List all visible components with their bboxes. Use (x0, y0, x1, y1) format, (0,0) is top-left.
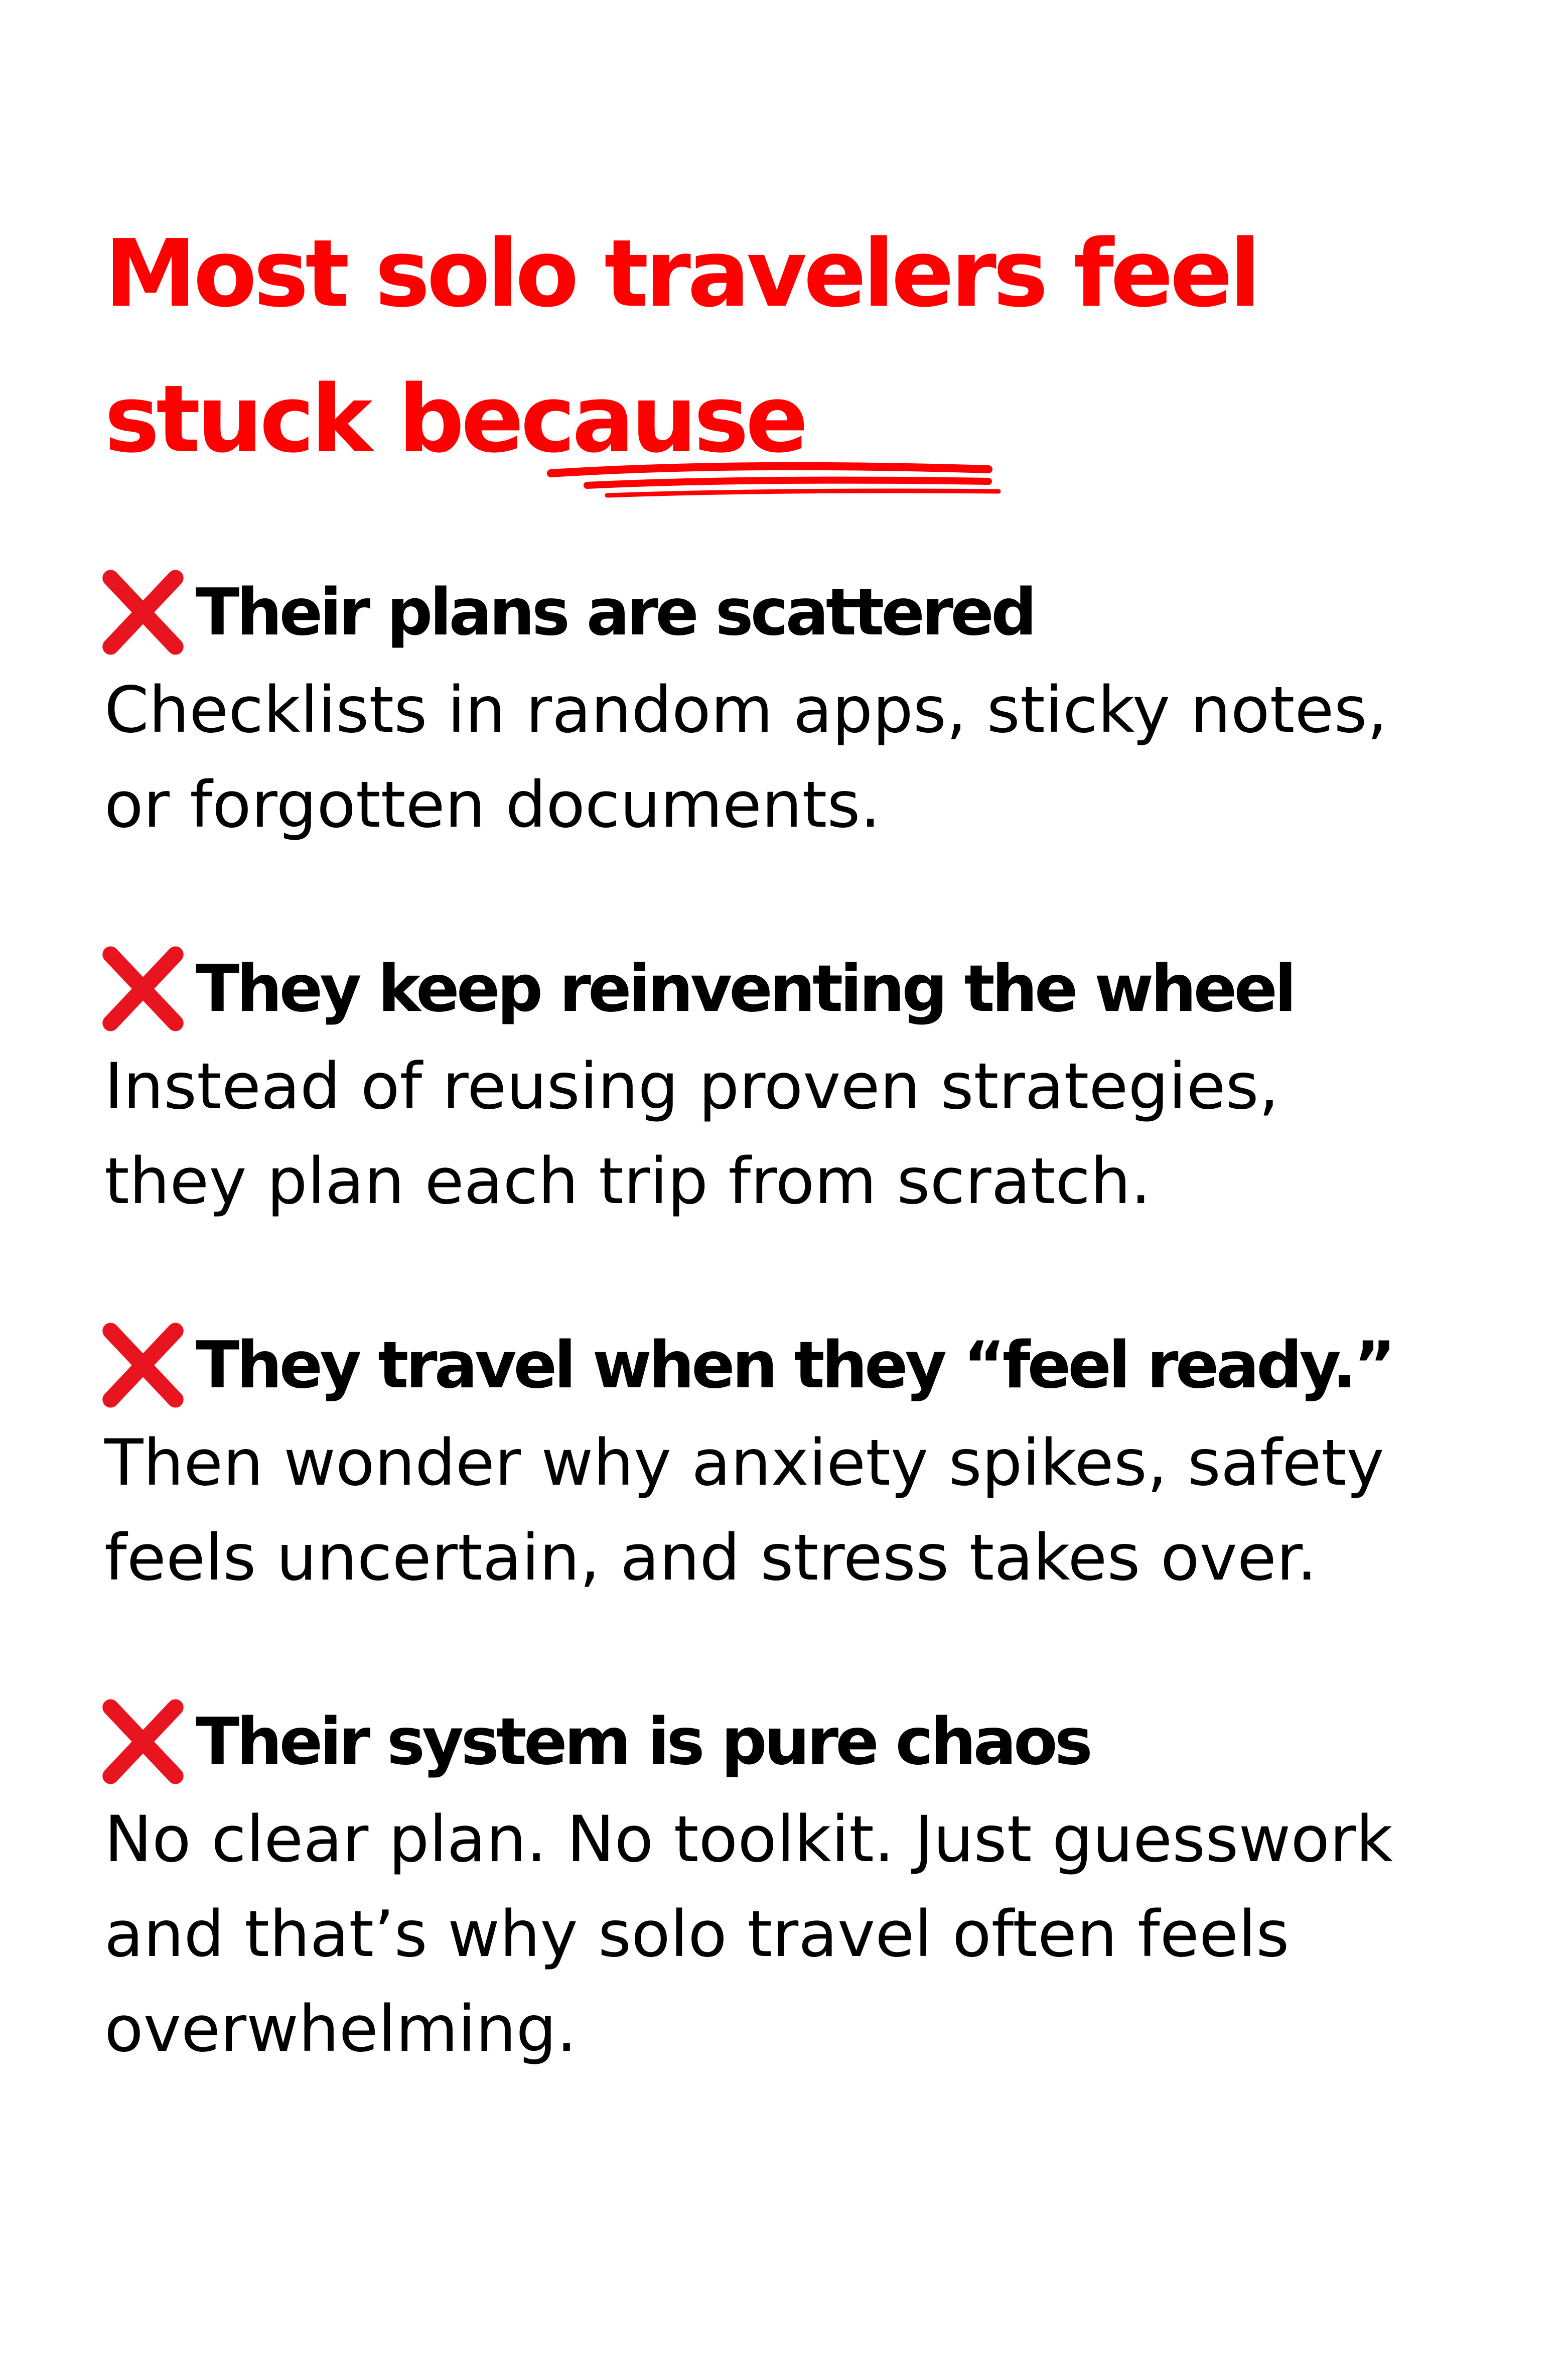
cross-mark-icon (95, 1694, 191, 1789)
reason-description (104, 1039, 1500, 1229)
reason-description (104, 1415, 1500, 1605)
description-line: or forgotten documents. (104, 767, 881, 842)
reason-description (104, 1792, 1500, 2076)
description-line: Then wonder why anxiety spikes, safety (104, 1425, 1384, 1500)
reason-title-row (95, 1315, 1500, 1415)
headline-emphasis: because (398, 365, 805, 473)
reason-title: Their system is pure chaos (196, 1704, 1090, 1779)
reason-description (104, 663, 1500, 852)
reason-title: They keep reinventing the wheel (196, 951, 1294, 1026)
description-line: No clear plan. No toolkit. Just guesswork (104, 1802, 1393, 1876)
description-line: they plan each trip from scratch. (104, 1144, 1151, 1218)
headline-line-1: Most solo travelers feel (104, 219, 1258, 328)
brush-underline-icon (547, 459, 1009, 504)
description-line: and that’s why solo travel often feels (104, 1897, 1290, 1971)
reason-title-row (95, 562, 1500, 663)
reason-item (95, 1691, 1500, 2076)
cross-mark-icon (95, 1318, 191, 1413)
description-line: feels uncertain, and stress takes over. (104, 1520, 1317, 1595)
cross-mark-icon (95, 941, 191, 1036)
description-line: Instead of reusing proven strategies, (104, 1049, 1279, 1123)
headline (104, 201, 1484, 492)
reason-item (95, 562, 1500, 852)
description-line: overwhelming. (104, 1992, 577, 2066)
description-line: Checklists in random apps, sticky notes, (104, 673, 1388, 747)
reason-title: Their plans are scattered (196, 575, 1034, 650)
cross-mark-icon (95, 565, 191, 660)
headline-prefix: stuck (104, 365, 398, 473)
reason-title-row (95, 939, 1500, 1039)
reason-title: They travel when they “feel ready.” (196, 1328, 1393, 1403)
reason-item (95, 939, 1500, 1229)
reason-title-row (95, 1691, 1500, 1792)
reason-item (95, 1315, 1500, 1605)
